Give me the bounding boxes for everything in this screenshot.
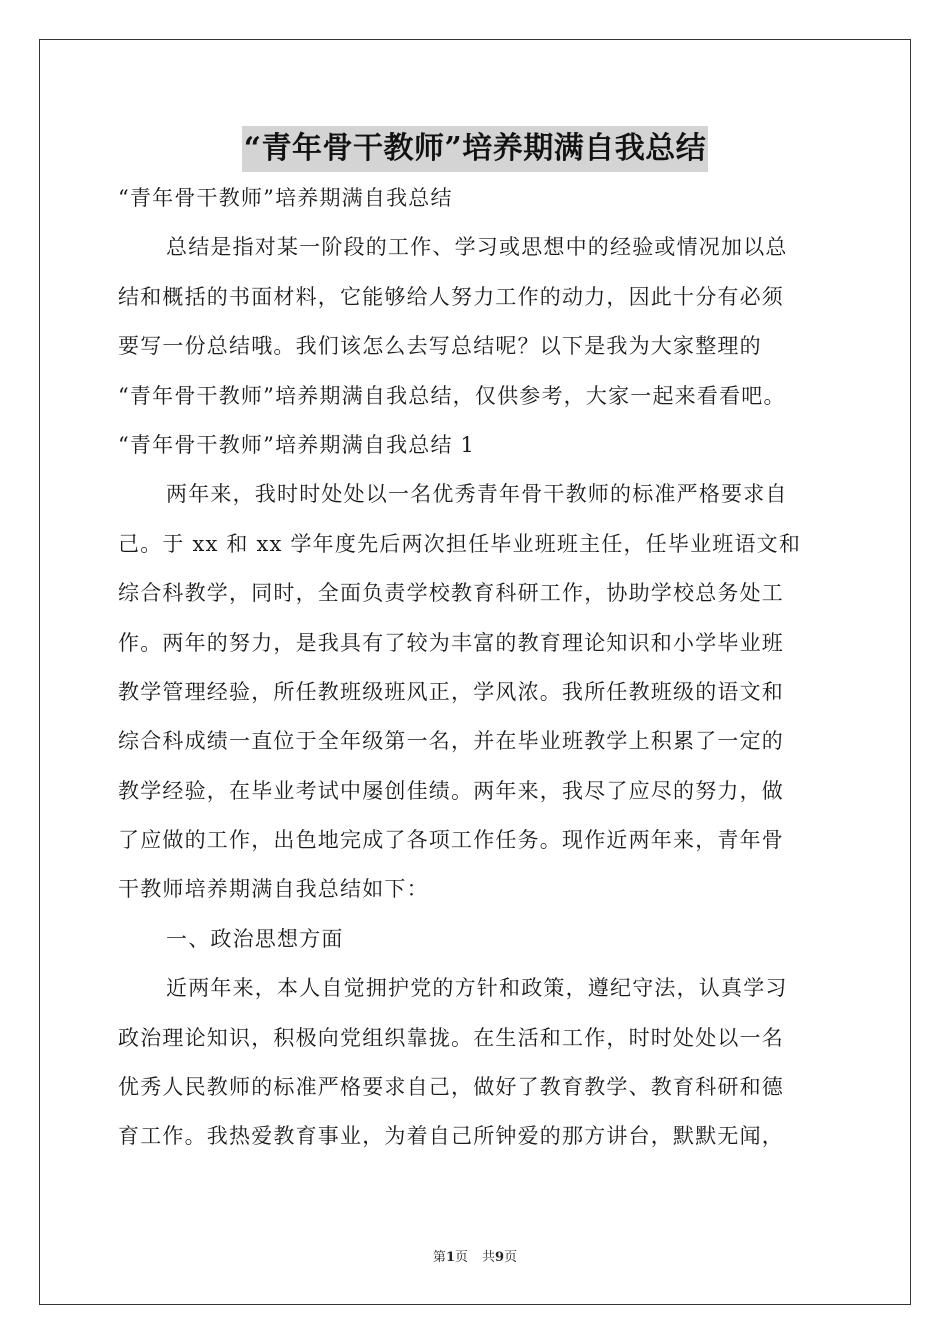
document-body xyxy=(118,174,838,1162)
body-line: 作。两年的努力，是我具有了较为丰富的教育理论知识和小学毕业班 xyxy=(118,630,784,655)
body-line: 结和概括的书面材料，它能够给人努力工作的动力，因此十分有必须 xyxy=(118,284,784,309)
page-prefix: 第 xyxy=(432,1250,446,1265)
page-current: 1 xyxy=(445,1250,455,1265)
body-line: 政治理论知识，积极向党组织靠拢。在生活和工作，时时处处以一名 xyxy=(118,1025,784,1050)
body-line: 优秀人民教师的标准严格要求自己，做好了教育教学、教育科研和德 xyxy=(118,1075,784,1100)
body-line: 己。于 xx 和 xx 学年度先后两次担任毕业班班主任，任毕业班语文和 xyxy=(118,531,802,556)
total-suffix: 页 xyxy=(504,1250,518,1265)
page-suffix: 页 xyxy=(454,1250,468,1265)
body-line: “青年骨干教师”培养期满自我总结 xyxy=(118,186,453,210)
title-wrap xyxy=(0,126,950,172)
body-line: “青年骨干教师”培养期满自我总结，仅供参考，大家一起来看看吧。 xyxy=(118,383,786,408)
page-footer xyxy=(0,1246,950,1265)
body-line: 育工作。我热爱教育事业，为着自己所钟爱的那方讲台，默默无闻， xyxy=(118,1124,784,1149)
body-line: 教学管理经验，所任教班级班风正，学风浓。我所任教班级的语文和 xyxy=(118,679,784,704)
body-line: 一、政治思想方面 xyxy=(166,926,344,951)
body-line: 近两年来，本人自觉拥护党的方针和政策，遵纪守法，认真学习 xyxy=(166,976,788,1001)
body-line: 要写一份总结哦。我们该怎么去写总结呢？以下是我为大家整理的 xyxy=(118,334,762,359)
body-line: 教学经验，在毕业考试中屡创佳绩。两年来，我尽了应尽的努力，做 xyxy=(118,778,784,803)
page-total: 9 xyxy=(495,1250,505,1265)
body-line: “青年骨干教师”培养期满自我总结 1 xyxy=(118,432,476,457)
body-line: 总结是指对某一阶段的工作、学习或思想中的经验或情况加以总 xyxy=(166,235,788,260)
document-title: “青年骨干教师”培养期满自我总结 xyxy=(242,126,709,172)
body-line: 了应做的工作，出色地完成了各项工作任务。现作近两年来，青年骨 xyxy=(118,828,784,853)
body-line: 综合科教学，同时，全面负责学校教育科研工作，协助学校总务处工 xyxy=(118,581,784,606)
total-prefix: 共 xyxy=(482,1250,496,1265)
body-line: 综合科成绩一直位于全年级第一名，并在毕业班教学上积累了一定的 xyxy=(118,729,784,754)
body-line: 两年来，我时时处处以一名优秀青年骨干教师的标准严格要求自 xyxy=(166,482,788,507)
body-line: 干教师培养期满自我总结如下： xyxy=(118,877,429,902)
